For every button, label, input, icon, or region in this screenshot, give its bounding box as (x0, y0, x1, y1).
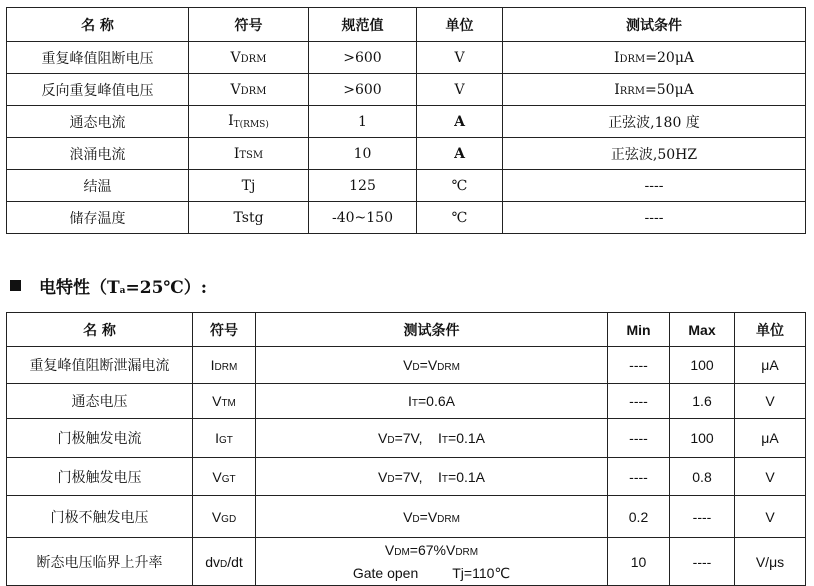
param-max: 100 (670, 419, 735, 458)
ratings-table (6, 7, 806, 234)
table-row (7, 538, 806, 586)
header-unit: 单位 (417, 8, 503, 42)
table-row (7, 42, 806, 74)
param-max: 100 (670, 347, 735, 384)
condition-line-2: Gate open Tj=110℃ (352, 564, 511, 581)
param-min: ---- (608, 347, 670, 384)
param-name: 门极触发电流 (7, 419, 193, 458)
param-unit: ℃ (417, 170, 503, 202)
param-condition: IRRM=50μA (503, 74, 806, 106)
param-max: ---- (670, 496, 735, 538)
header-symbol: 符号 (189, 8, 309, 42)
table-row (7, 419, 806, 458)
param-unit: A (417, 138, 503, 170)
param-name: 门极不触发电压 (7, 496, 193, 538)
param-name: 反向重复峰值电压 (7, 74, 189, 106)
param-name: 通态电流 (7, 106, 189, 138)
param-unit: V (417, 74, 503, 106)
table-header-row (7, 313, 806, 347)
param-condition: IT=0.6A (256, 384, 608, 419)
param-spec: -40~150 (309, 202, 417, 234)
table-row (7, 74, 806, 106)
table-row (7, 106, 806, 138)
electrical-characteristics-table (6, 312, 806, 586)
param-symbol: ITSM (189, 138, 309, 170)
header-symbol: 符号 (193, 313, 256, 347)
table-row (7, 170, 806, 202)
param-condition: VD=VDRM (256, 496, 608, 538)
param-name: 结温 (7, 170, 189, 202)
header-condition: 测试条件 (256, 313, 608, 347)
table-row (7, 384, 806, 419)
param-unit: A (417, 106, 503, 138)
param-condition: ---- (503, 170, 806, 202)
param-spec: 10 (309, 138, 417, 170)
param-unit: V (735, 496, 806, 538)
param-max: ---- (670, 538, 735, 586)
table-row (7, 458, 806, 496)
param-condition: 正弦波,50HZ (503, 138, 806, 170)
param-name: 断态电压临界上升率 (7, 538, 193, 586)
param-symbol: Tstg (189, 202, 309, 234)
param-spec: >600 (309, 42, 417, 74)
param-unit: V (735, 458, 806, 496)
param-symbol: IDRM (193, 347, 256, 384)
section-heading (10, 273, 207, 298)
param-condition: VD=7V, IT=0.1A (256, 419, 608, 458)
header-min: Min (608, 313, 670, 347)
param-name: 储存温度 (7, 202, 189, 234)
param-condition: VD=VDRM (256, 347, 608, 384)
param-spec: 125 (309, 170, 417, 202)
table-row (7, 347, 806, 384)
header-condition: 测试条件 (503, 8, 806, 42)
param-name: 重复峰值阻断电压 (7, 42, 189, 74)
header-name: 名 称 (7, 8, 189, 42)
param-max: 0.8 (670, 458, 735, 496)
param-unit: V (417, 42, 503, 74)
param-spec: >600 (309, 74, 417, 106)
section-title: 电特性（Ta=25℃）: (39, 278, 208, 298)
table-row (7, 138, 806, 170)
param-spec: 1 (309, 106, 417, 138)
param-condition: 正弦波,180 度 (503, 106, 806, 138)
header-unit: 单位 (735, 313, 806, 347)
table-row (7, 496, 806, 538)
param-condition: ---- (503, 202, 806, 234)
param-unit: V (735, 384, 806, 419)
param-min: ---- (608, 419, 670, 458)
param-symbol: VDRM (189, 74, 309, 106)
param-symbol: VGT (193, 458, 256, 496)
param-name: 通态电压 (7, 384, 193, 419)
param-min: ---- (608, 458, 670, 496)
table-row (7, 202, 806, 234)
square-bullet-icon (10, 280, 21, 291)
condition-line-1: VDM=67%VDRM (384, 541, 479, 558)
param-symbol: VDRM (189, 42, 309, 74)
param-unit: μA (735, 347, 806, 384)
param-symbol: VTM (193, 384, 256, 419)
param-min: 0.2 (608, 496, 670, 538)
param-symbol: VGD (193, 496, 256, 538)
param-unit: ℃ (417, 202, 503, 234)
param-unit: μA (735, 419, 806, 458)
param-name: 重复峰值阻断泄漏电流 (7, 347, 193, 384)
header-spec: 规范值 (309, 8, 417, 42)
param-min: ---- (608, 384, 670, 419)
param-symbol: dvD/dt (193, 538, 256, 586)
param-max: 1.6 (670, 384, 735, 419)
header-max: Max (670, 313, 735, 347)
param-condition (256, 538, 608, 586)
table-header-row (7, 8, 806, 42)
param-condition: IDRM=20μA (503, 42, 806, 74)
param-name: 门极触发电压 (7, 458, 193, 496)
param-symbol: IGT (193, 419, 256, 458)
param-symbol: IT(RMS) (189, 106, 309, 138)
param-name: 浪涌电流 (7, 138, 189, 170)
header-name: 名 称 (7, 313, 193, 347)
param-unit: V/μs (735, 538, 806, 586)
param-symbol: Tj (189, 170, 309, 202)
param-condition: VD=7V, IT=0.1A (256, 458, 608, 496)
param-min: 10 (608, 538, 670, 586)
